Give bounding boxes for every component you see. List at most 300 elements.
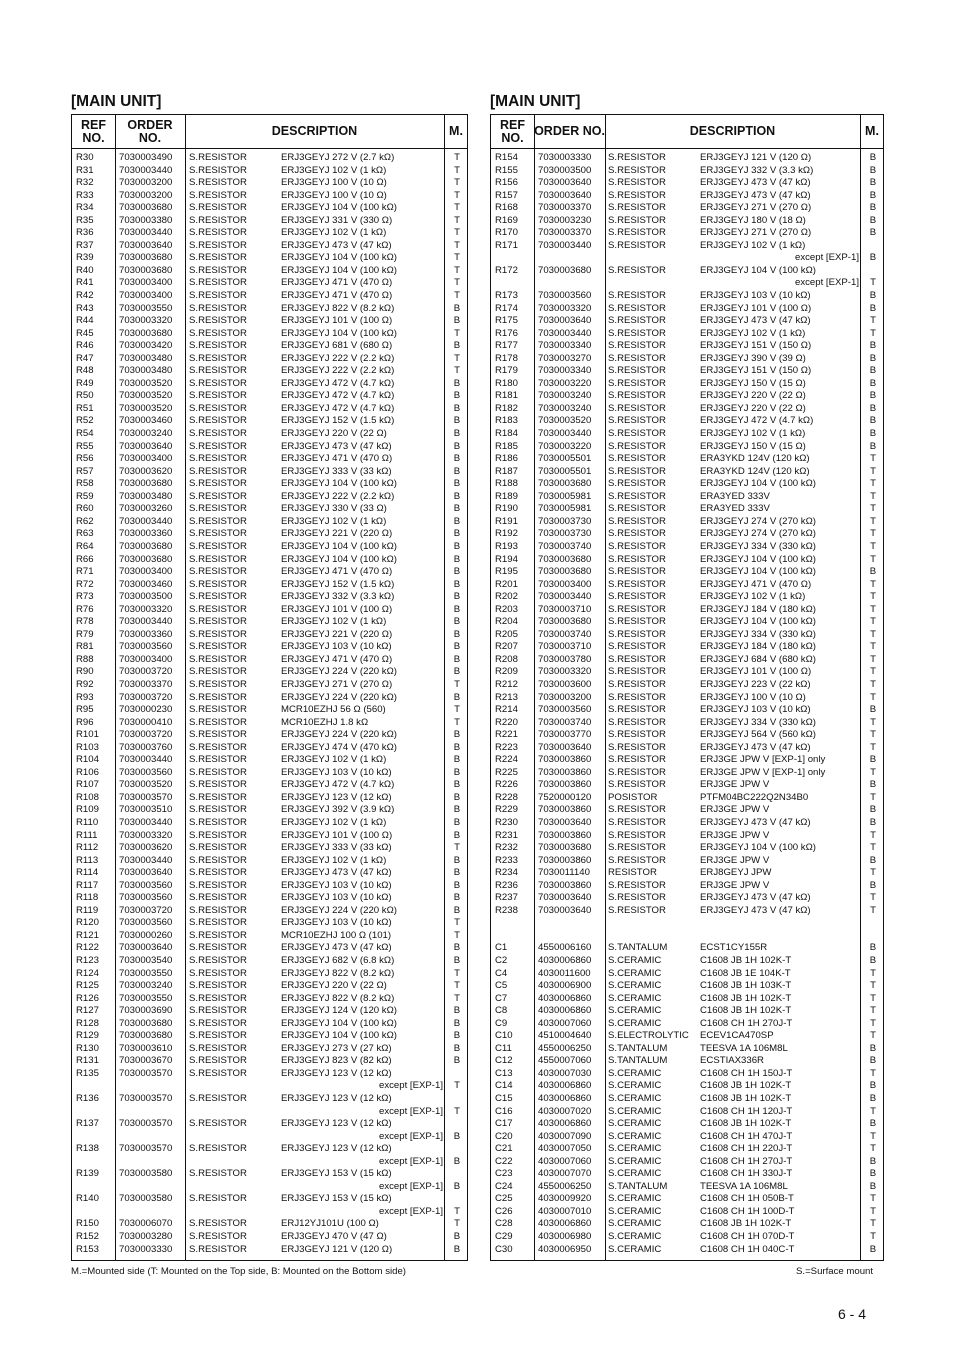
cell-order: 7030003510 <box>119 804 173 816</box>
cell-description: except [EXP-1] <box>379 1105 443 1117</box>
cell-mounted: B <box>869 428 877 440</box>
cell-order: 7030003860 <box>538 779 592 791</box>
cell-ref: R111 <box>76 829 98 841</box>
cell-description: ERJ3GEYJ 472 V (4.7 kΩ) <box>281 377 395 389</box>
cell-mounted: B <box>869 390 877 402</box>
left-parts-table <box>71 114 468 1261</box>
table-row <box>72 704 467 717</box>
table-row <box>491 579 883 592</box>
cell-description: ERJ3GEYJ 224 V (220 kΩ) <box>281 691 397 703</box>
cell-mounted: B <box>869 290 877 302</box>
table-row <box>491 1143 883 1156</box>
cell-description: ERJ3GEYJ 272 V (2.7 kΩ) <box>281 152 395 163</box>
cell-ref: R104 <box>76 754 99 766</box>
cell-type: S.RESISTOR <box>189 290 247 302</box>
cell-type: S.RESISTOR <box>608 591 666 603</box>
cell-type: S.RESISTOR <box>608 779 666 791</box>
cell-order: 7030003860 <box>538 804 592 816</box>
table-row <box>491 842 883 855</box>
exception-row <box>72 1206 467 1219</box>
cell-description: ERJ3GEYJ 150 V (15 Ω) <box>700 377 806 389</box>
table-row <box>72 290 467 303</box>
cell-description: ERJ3GEYJ 684 V (680 kΩ) <box>700 653 816 665</box>
cell-ref: R48 <box>76 365 94 377</box>
cell-order: 7030003400 <box>538 578 592 590</box>
cell-type: S.RESISTOR <box>608 678 666 690</box>
cell-type: RESISTOR <box>608 867 657 879</box>
cell-type: S.RESISTOR <box>608 302 666 314</box>
cell-description: C1608 JB 1H 102K-T <box>700 1218 792 1230</box>
cell-ref: R59 <box>76 490 94 502</box>
cell-order: 7030003640 <box>119 867 173 879</box>
cell-description: ERJ3GEYJ 104 V (100 kΩ) <box>281 553 397 565</box>
table-row <box>491 1168 883 1181</box>
table-row <box>72 654 467 667</box>
cell-mounted: T <box>870 741 876 753</box>
cell-type: S.RESISTOR <box>189 867 247 879</box>
cell-ref: R125 <box>76 980 99 992</box>
cell-ref: R153 <box>76 1243 99 1255</box>
cell-type: S.TANTALUM <box>608 942 668 954</box>
table-row <box>491 830 883 843</box>
cell-description: ERJ3GEYJ 224 V (220 kΩ) <box>281 666 397 678</box>
cell-mounted: T <box>454 716 460 728</box>
cell-order: 4550006250 <box>538 1042 592 1054</box>
cell-description: MCR10EZHJ 1.8 kΩ <box>281 716 369 728</box>
cell-mounted: B <box>869 942 877 954</box>
cell-type: S.RESISTOR <box>608 214 666 226</box>
table-row <box>72 315 467 328</box>
cell-type: S.RESISTOR <box>189 202 247 214</box>
cell-order: 4550007060 <box>538 1055 592 1067</box>
cell-order: 7030003320 <box>119 603 173 615</box>
cell-description: C1608 CH 1H 270J-T <box>700 1017 793 1029</box>
cell-mounted: T <box>454 1105 460 1117</box>
cell-type: S.RESISTOR <box>189 1218 247 1230</box>
cell-order: 4030007050 <box>538 1143 592 1155</box>
cell-description: ERJ3GEYJ 104 V (100 kΩ) <box>281 327 397 339</box>
cell-description: ERJ3GEYJ 473 V (47 kΩ) <box>281 867 392 879</box>
cell-ref: R221 <box>495 729 518 741</box>
cell-type: S.RESISTOR <box>189 1017 247 1029</box>
cell-mounted: T <box>870 327 876 339</box>
cell-type: S.CERAMIC <box>608 1130 662 1142</box>
cell-mounted: B <box>869 566 877 578</box>
cell-mounted: T <box>870 515 876 527</box>
cell-order: 7030003560 <box>119 917 173 929</box>
cell-mounted: T <box>454 290 460 302</box>
table-row <box>72 1005 467 1018</box>
table-row <box>72 1018 467 1031</box>
cell-order: 7030003640 <box>538 189 592 201</box>
cell-ref: R212 <box>495 678 518 690</box>
cell-description: ERJ3GEYJ 473 V (47 kΩ) <box>700 177 811 189</box>
cell-type: S.RESISTOR <box>608 628 666 640</box>
cell-type: S.CERAMIC <box>608 1193 662 1205</box>
cell-mounted: T <box>870 842 876 854</box>
cell-type: S.RESISTOR <box>608 478 666 490</box>
cell-description: C1608 JB 1H 103K-T <box>700 980 792 992</box>
cell-description: C1608 JB 1H 102K-T <box>700 1080 792 1092</box>
cell-order: 7030011140 <box>538 867 590 879</box>
cell-description: ERJ3GEYJ 390 V (39 Ω) <box>700 352 806 364</box>
table-row <box>491 604 883 617</box>
cell-description: ERJ3GEYJ 150 V (15 Ω) <box>700 440 806 452</box>
cell-ref: R40 <box>76 264 94 276</box>
header-order: ORDER NO. <box>534 124 605 139</box>
cell-order: 7030003860 <box>538 829 592 841</box>
cell-description: ECST1CY155R <box>700 942 768 954</box>
table-row <box>491 993 883 1006</box>
cell-mounted: B <box>869 1180 877 1192</box>
cell-ref: R186 <box>495 453 518 465</box>
cell-description: MCR10EZHJ 100 Ω (101) <box>281 929 392 941</box>
table-row <box>72 604 467 617</box>
table-row <box>491 227 883 240</box>
cell-mounted: T <box>870 1143 876 1155</box>
cell-ref: C2 <box>495 955 508 966</box>
cell-description: ERJ3GEYJ 471 V (470 Ω) <box>281 290 393 302</box>
cell-mounted: B <box>869 854 877 866</box>
table-row <box>491 516 883 529</box>
cell-description: ERJ3GEYJ 271 V (270 Ω) <box>700 227 812 239</box>
cell-description: ERJ3GEYJ 822 V (8.2 kΩ) <box>281 992 395 1004</box>
cell-order: 4030007010 <box>538 1205 592 1217</box>
table-row <box>491 190 883 203</box>
cell-type: S.RESISTOR <box>189 1005 247 1017</box>
cell-ref: C21 <box>495 1143 513 1155</box>
cell-type: S.RESISTOR <box>608 540 666 552</box>
cell-ref: R203 <box>495 603 518 615</box>
cell-mounted: B <box>453 528 461 540</box>
table-row <box>72 441 467 454</box>
cell-description: ERJ3GE JPW V <box>700 804 770 816</box>
cell-order: 7030003710 <box>538 641 592 653</box>
cell-mounted: B <box>869 1093 877 1105</box>
cell-order: 7030003520 <box>538 415 592 427</box>
cell-description: ERJ3GEYJ 473 V (47 kΩ) <box>700 189 811 201</box>
cell-order: 7520000120 <box>538 791 592 803</box>
cell-mounted: B <box>869 804 877 816</box>
table-row <box>72 1193 467 1206</box>
mounted-side-note: M.=Mounted side (T: Mounted on the Top side, B: Mounted on the Bottom side) <box>71 1266 406 1277</box>
cell-mounted: B <box>453 503 461 515</box>
cell-ref: R189 <box>495 490 518 502</box>
cell-order: 7030003200 <box>119 189 173 201</box>
cell-ref: R201 <box>495 578 518 590</box>
cell-description: C1608 JB 1E 104K-T <box>700 967 791 979</box>
cell-mounted: B <box>453 440 461 452</box>
cell-mounted: B <box>869 202 877 214</box>
cell-order: 7030003480 <box>119 352 173 364</box>
cell-order: 7030003340 <box>538 340 592 352</box>
cell-description: ERJ3GEYJ 472 V (4.7 kΩ) <box>281 779 395 791</box>
cell-mounted: B <box>869 164 877 176</box>
cell-order: 7030003610 <box>119 1042 173 1054</box>
cell-mounted: B <box>453 315 461 327</box>
cell-order: 4030006860 <box>538 1080 592 1092</box>
cell-order: 7030003720 <box>119 729 173 741</box>
cell-order: 7030003440 <box>538 327 592 339</box>
cell-ref: R137 <box>76 1118 99 1130</box>
cell-mounted: T <box>870 465 876 477</box>
cell-mounted: T <box>870 528 876 540</box>
cell-type: S.RESISTOR <box>608 804 666 816</box>
table-row <box>72 165 467 178</box>
cell-mounted: B <box>453 390 461 402</box>
cell-type: S.RESISTOR <box>608 164 666 176</box>
cell-mounted: B <box>869 1042 877 1054</box>
cell-order: 7030003730 <box>538 515 592 527</box>
cell-type: S.RESISTOR <box>189 641 247 653</box>
cell-ref: R44 <box>76 315 94 327</box>
cell-description: ERJ3GEYJ 333 V (33 kΩ) <box>281 842 392 854</box>
cell-order: 7030003770 <box>538 729 592 741</box>
spacer-row <box>491 917 883 930</box>
table-row <box>491 478 883 491</box>
cell-description: ERJ3GEYJ 102 V (1 kΩ) <box>700 428 806 440</box>
cell-description: ERJ3GEYJ 180 V (18 Ω) <box>700 214 806 226</box>
cell-ref: C7 <box>495 992 508 1004</box>
cell-ref: R129 <box>76 1030 99 1042</box>
table-row <box>72 1143 467 1156</box>
cell-type: S.RESISTOR <box>189 942 247 954</box>
cell-type: S.RESISTOR <box>189 578 247 590</box>
cell-type: S.RESISTOR <box>608 402 666 414</box>
cell-type: S.CERAMIC <box>608 1118 662 1130</box>
cell-mounted: B <box>453 302 461 314</box>
cell-ref: R179 <box>495 365 518 377</box>
cell-description: ERJ3GEYJ 104 V (100 kΩ) <box>281 478 397 490</box>
cell-description: ERJ3GEYJ 153 V (15 kΩ) <box>281 1193 392 1205</box>
cell-order: 7030003680 <box>119 264 173 276</box>
cell-ref: C22 <box>495 1155 513 1167</box>
cell-mounted: B <box>869 704 877 716</box>
cell-description: ERJ3GEYJ 102 V (1 kΩ) <box>700 239 806 251</box>
cell-type: S.RESISTOR <box>189 854 247 866</box>
cell-description: C1608 CH 1H 050B-T <box>700 1193 794 1205</box>
cell-mounted: B <box>869 1055 877 1067</box>
cell-ref: C29 <box>495 1231 513 1243</box>
cell-type: S.RESISTOR <box>608 465 666 477</box>
table-row <box>72 867 467 880</box>
cell-description: ERJ3GEYJ 271 V (270 Ω) <box>281 678 393 690</box>
table-row <box>72 378 467 391</box>
cell-ref: R139 <box>76 1168 99 1180</box>
table-row <box>72 277 467 290</box>
cell-description: ERJ3GEYJ 471 V (470 Ω) <box>281 277 393 289</box>
cell-order: 7030003500 <box>119 591 173 603</box>
cell-description: ERJ3GEYJ 224 V (220 kΩ) <box>281 904 397 916</box>
cell-order: 7030003680 <box>538 842 592 854</box>
table-row <box>72 177 467 190</box>
cell-ref: C15 <box>495 1093 513 1105</box>
cell-type: S.RESISTOR <box>189 892 247 904</box>
cell-type: S.RESISTOR <box>608 854 666 866</box>
cell-mounted: T <box>870 829 876 841</box>
cell-order: 7030003860 <box>538 766 592 778</box>
cell-type: S.CERAMIC <box>608 1243 662 1255</box>
cell-type: S.RESISTOR <box>189 1193 247 1205</box>
table-row <box>72 1244 467 1257</box>
cell-order: 7030003330 <box>538 152 592 163</box>
cell-type: S.RESISTOR <box>189 252 247 264</box>
cell-mounted: T <box>870 1030 876 1042</box>
table-row <box>72 767 467 780</box>
cell-ref: R190 <box>495 503 518 515</box>
cell-ref: R128 <box>76 1017 99 1029</box>
cell-mounted: B <box>869 177 877 189</box>
cell-description: ERJ3GEYJ 104 V (100 kΩ) <box>700 264 816 276</box>
table-row <box>72 365 467 378</box>
table-row <box>72 905 467 918</box>
table-row <box>72 328 467 341</box>
table-row <box>491 403 883 416</box>
cell-ref: R32 <box>76 177 94 189</box>
cell-type: S.RESISTOR <box>189 490 247 502</box>
cell-order: 7030003320 <box>538 302 592 314</box>
table-row <box>72 917 467 930</box>
cell-mounted: T <box>870 1017 876 1029</box>
cell-description: ERJ3GEYJ 101 V (100 Ω) <box>281 603 393 615</box>
cell-description: ERJ3GEYJ 103 V (10 kΩ) <box>700 704 811 716</box>
table-row <box>72 1231 467 1244</box>
cell-order: 7030003440 <box>119 816 173 828</box>
cell-order: 7030003680 <box>119 1017 173 1029</box>
exception-row <box>72 1106 467 1119</box>
table-row <box>72 215 467 228</box>
cell-order: 7030003370 <box>538 227 592 239</box>
cell-order: 7030003640 <box>119 239 173 251</box>
cell-ref: R46 <box>76 340 94 352</box>
cell-ref: R122 <box>76 942 99 954</box>
cell-ref: R36 <box>76 227 94 239</box>
cell-mounted: T <box>870 277 876 289</box>
table-row <box>491 328 883 341</box>
cell-mounted: T <box>870 992 876 1004</box>
table-row <box>72 541 467 554</box>
cell-ref: C8 <box>495 1005 508 1017</box>
exception-row <box>72 1131 467 1144</box>
cell-description: ERJ3GEYJ 184 V (180 kΩ) <box>700 603 816 615</box>
table-row <box>72 1118 467 1131</box>
cell-mounted: B <box>869 302 877 314</box>
cell-description: ERA3YKD 124V (120 kΩ) <box>700 453 810 465</box>
cell-description: ERJ3GEYJ 334 V (330 kΩ) <box>700 540 816 552</box>
cell-ref: R156 <box>495 177 518 189</box>
cell-type: S.RESISTOR <box>608 904 666 916</box>
cell-description: ERJ3GEYJ 100 V (10 Ω) <box>281 189 387 201</box>
cell-ref: R152 <box>76 1231 99 1243</box>
cell-mounted: B <box>869 415 877 427</box>
cell-order: 7030003860 <box>538 854 592 866</box>
cell-mounted: T <box>454 1205 460 1217</box>
cell-ref: R57 <box>76 465 94 477</box>
cell-ref: R202 <box>495 591 518 603</box>
cell-type: S.RESISTOR <box>189 377 247 389</box>
cell-ref: R112 <box>76 842 99 854</box>
cell-type: S.RESISTOR <box>189 528 247 540</box>
table-row <box>491 880 883 893</box>
cell-ref: R124 <box>76 967 99 979</box>
cell-type: S.CERAMIC <box>608 992 662 1004</box>
cell-mounted: B <box>453 616 461 628</box>
cell-mounted: B <box>869 955 877 966</box>
cell-ref: R230 <box>495 816 518 828</box>
cell-mounted: B <box>453 553 461 565</box>
table-row <box>72 252 467 265</box>
cell-type: S.RESISTOR <box>608 352 666 364</box>
cell-ref: R169 <box>495 214 518 226</box>
cell-order: 7030003400 <box>119 290 173 302</box>
cell-order: 4030006860 <box>538 1005 592 1017</box>
cell-ref: R52 <box>76 415 94 427</box>
cell-mounted: B <box>453 1243 461 1255</box>
table-row <box>491 353 883 366</box>
cell-description: ERJ3GEYJ 332 V (3.3 kΩ) <box>281 591 395 603</box>
table-row <box>491 905 883 918</box>
cell-description: ECSTIAX336R <box>700 1055 764 1067</box>
right-parts-table <box>490 114 884 1261</box>
cell-description: ERJ3GEYJ 221 V (220 Ω) <box>281 628 393 640</box>
header-mounted: M. <box>449 124 463 139</box>
cell-ref: R231 <box>495 829 518 841</box>
table-row <box>491 1244 883 1257</box>
cell-description: ERJ3GEYJ 222 V (2.2 kΩ) <box>281 490 395 502</box>
cell-order: 4030006860 <box>538 992 592 1004</box>
cell-order: 7030003640 <box>538 315 592 327</box>
cell-order: 7030003670 <box>119 1055 173 1067</box>
cell-description: C1608 CH 1H 270J-T <box>700 1155 793 1167</box>
cell-mounted: B <box>453 578 461 590</box>
cell-mounted: B <box>453 515 461 527</box>
cell-description: ERJ3GEYJ 392 V (3.9 kΩ) <box>281 804 395 816</box>
cell-description: ERJ3GEYJ 102 V (1 kΩ) <box>700 591 806 603</box>
cell-type: S.RESISTOR <box>608 290 666 302</box>
table-row <box>491 1156 883 1169</box>
cell-ref: R71 <box>76 566 94 578</box>
table-row <box>491 1231 883 1244</box>
cell-mounted: B <box>453 603 461 615</box>
table-row <box>491 804 883 817</box>
cell-order: 7030003560 <box>119 766 173 778</box>
cell-order: 7030003400 <box>119 453 173 465</box>
cell-mounted: B <box>453 465 461 477</box>
table-row <box>72 1218 467 1231</box>
cell-description: except [EXP-1] <box>379 1180 443 1192</box>
cell-type: S.RESISTOR <box>608 766 666 778</box>
cell-mounted: B <box>453 428 461 440</box>
cell-description: ERJ3GEYJ 564 V (560 kΩ) <box>700 729 816 741</box>
table-row <box>72 892 467 905</box>
cell-description: ERJ3GEYJ 104 V (100 kΩ) <box>700 616 816 628</box>
cell-type: S.RESISTOR <box>189 277 247 289</box>
cell-description: ERJ3GEYJ 220 V (22 Ω) <box>281 428 387 440</box>
cell-mounted: T <box>454 1218 460 1230</box>
cell-description: C1608 JB 1H 102K-T <box>700 1118 792 1130</box>
cell-order: 7030003360 <box>119 528 173 540</box>
cell-order: 7030003720 <box>119 666 173 678</box>
cell-description: ERJ3GEYJ 102 V (1 kΩ) <box>281 854 387 866</box>
table-row <box>72 855 467 868</box>
cell-type: S.RESISTOR <box>608 390 666 402</box>
cell-type: S.RESISTOR <box>189 1231 247 1243</box>
cell-order: 7030003680 <box>119 478 173 490</box>
table-row <box>72 265 467 278</box>
header-ref: REF NO. <box>81 118 106 145</box>
cell-description: C1608 CH 1H 330J-T <box>700 1168 793 1180</box>
cell-type: S.RESISTOR <box>608 829 666 841</box>
